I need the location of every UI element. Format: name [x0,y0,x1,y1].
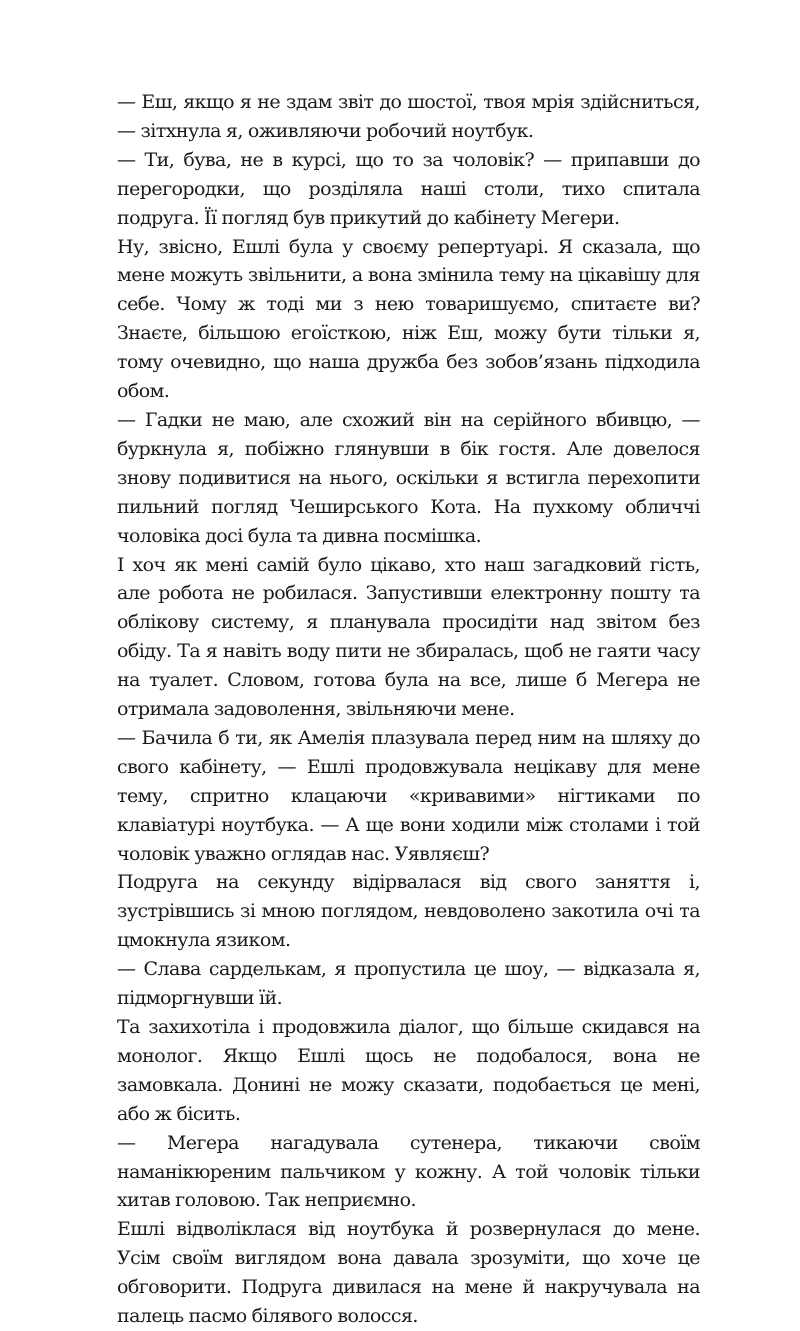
paragraph-3: Ну, звісно, Ешлі була у своєму репертуарі. Я сказала, що мене можуть звільнити, а вона змінила тему на цікавішу для себе. Чому ж тоді ми з нею товаришуємо, спитаєте ви? Знаєте, більшою егоїсткою, ніж Еш, можу бути тільки я, тому очевидно, що наша дружба без зобов’язань підходила обом. [117,235,700,403]
paragraph-2: — Ти, бува, не в курсі, що то за чоловік? — припавши до перегородки, що розділяла наші столи, тихо спитала подруга. Її погляд був прикутий до кабінету Мегери. [117,148,700,229]
paragraph-9: Та захихотіла і продовжила діалог, що більше скидався на монолог. Якщо Ешлі щось не подобалося, вона не замовкала. Донині не можу сказати, подобається це мені, або ж бісить. [117,1016,700,1125]
paragraph-4: — Гадки не маю, але схожий він на серійного вбивцю, — буркнула я, побіжно глянувши в бік гостя. Але довелося знову подивитися на нього, оскільки я встигла перехопити пильний погляд Чеширського Кота. На пухкому обличчі чоловіка досі була та дивна посмішка. [117,408,700,547]
paragraph-10: — Мегера нагадувала сутенера, тикаючи своїм наманікюреним пальчиком у кожну. А той чоловік тільки хитав головою. Так неприємно. [117,1131,700,1212]
paragraph-1: — Еш, якщо я не здам звіт до шостої, твоя мрія здійсниться, — зітхнула я, оживляючи робочий ноутбук. [117,91,700,142]
paragraph-7: Подруга на секунду відірвалася від свого заняття і, зустрівшись зі мною поглядом, невдоволено закотила очі та цмокнула язиком. [117,871,700,952]
paragraph-5: І хоч як мені самій було цікаво, хто наш загадковий гість, але робота не робилася. Запустивши електронну пошту та облікову систему, я планувала просидіти над звітом без обіду. Та я навіть воду пити не збиралась, щоб не гаяти часу на туалет. Словом, готова була на все, лише б Мегера не отримала задоволення, звільняючи мене. [117,553,700,721]
paragraph-11: Ешлі відволіклася від ноутбука й розвернулася до мене. Усім своїм виглядом вона давала зрозуміти, що хоче це обговорити. Подруга дивилася на мене й накручувала на палець пасмо білявого волосся. [117,1218,700,1328]
paragraph-6: — Бачила б ти, як Амелія плазувала перед ним на шляху до свого кабінету, — Ешлі продовжувала нецікаву для мене тему, спритно клацаючи «кривавими» нігтиками по клавіатурі ноутбука. — А ще вони ходили між столами і той чоловік уважно оглядав нас. Уявляєш? [117,726,700,865]
book-page-text [117,88,700,1331]
paragraph-8: — Слава сарделькам, я пропустила це шоу, — відказала я, підморгнувши їй. [117,958,700,1010]
